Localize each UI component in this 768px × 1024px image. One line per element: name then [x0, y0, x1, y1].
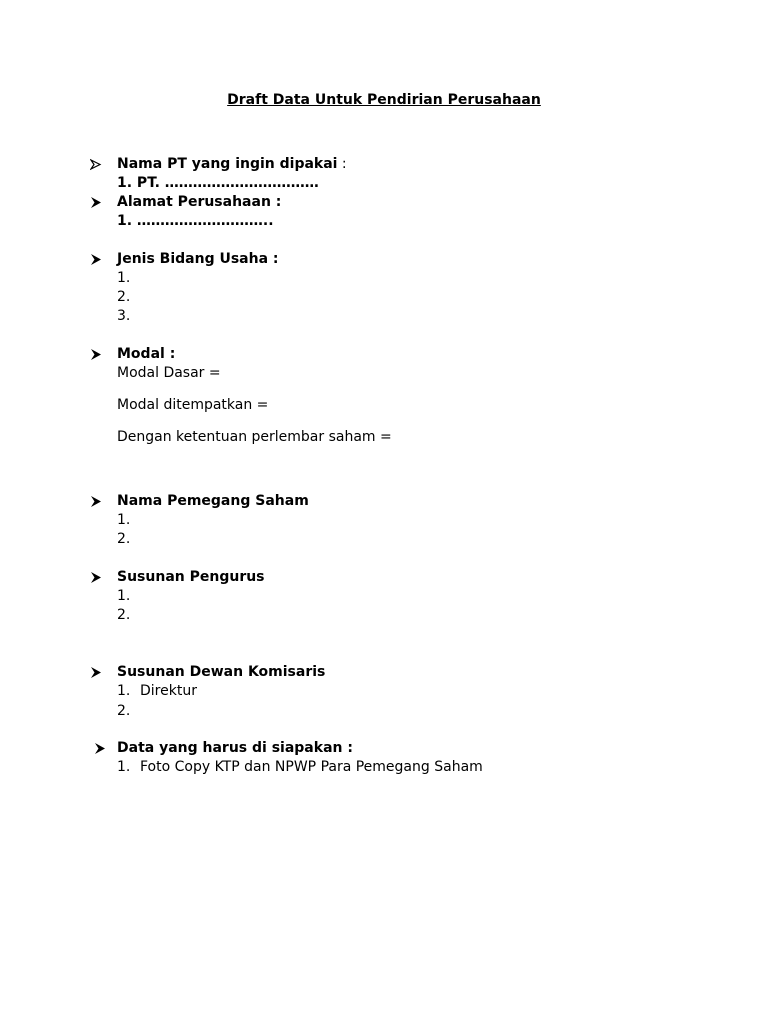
- nama-pt-line-1: 1. PT. ……………………………: [117, 175, 319, 191]
- arrowhead-bullet-icon: [90, 492, 108, 511]
- komisaris-item-1-number: 1.: [117, 683, 131, 699]
- pemegang-item-1: 1.: [117, 512, 131, 528]
- pemegang-item-2: 2.: [117, 531, 131, 547]
- pemegang-heading: Nama Pemegang Saham: [117, 493, 309, 509]
- arrowhead-bullet-icon: [90, 663, 108, 682]
- pengurus-heading: Susunan Pengurus: [117, 569, 265, 585]
- arrowhead-bullet-icon: [94, 739, 112, 758]
- komisaris-heading: Susunan Dewan Komisaris: [117, 664, 326, 680]
- alamat-line-1: 1. ………………………..: [117, 213, 274, 229]
- nama-pt-heading: Nama PT yang ingin dipakai: [117, 156, 338, 172]
- alamat-heading: Alamat Perusahaan :: [117, 194, 282, 210]
- arrowhead-bullet-icon: [90, 345, 108, 364]
- jenis-item-2: 2.: [117, 289, 131, 305]
- nama-pt-heading-suffix: :: [337, 156, 347, 172]
- arrowhead-bullet-icon: [90, 155, 108, 174]
- arrowhead-bullet-icon: [90, 193, 108, 212]
- jenis-item-3: 3.: [117, 308, 131, 324]
- komisaris-item-2: 2.: [117, 703, 131, 719]
- arrowhead-bullet-icon: [90, 250, 108, 269]
- modal-ditempatkan: Modal ditempatkan =: [117, 397, 269, 413]
- jenis-item-1: 1.: [117, 270, 131, 286]
- modal-heading: Modal :: [117, 346, 176, 362]
- data-item-1: [117, 758, 483, 777]
- data-heading: Data yang harus di siapakan :: [117, 740, 353, 756]
- komisaris-item-1-text: Direktur: [140, 683, 197, 699]
- nama-pt-heading-line: [117, 155, 347, 174]
- jenis-heading: Jenis Bidang Usaha :: [117, 251, 279, 267]
- data-item-1-text: Foto Copy KTP dan NPWP Para Pemegang Saham: [140, 759, 483, 775]
- data-item-1-number: 1.: [117, 759, 131, 775]
- arrowhead-bullet-icon: [90, 568, 108, 587]
- pengurus-item-2: 2.: [117, 607, 131, 623]
- pengurus-item-1: 1.: [117, 588, 131, 604]
- document-title: Draft Data Untuk Pendirian Perusahaan: [227, 92, 541, 108]
- modal-dasar: Modal Dasar =: [117, 365, 221, 381]
- modal-ketentuan: Dengan ketentuan perlembar saham =: [117, 429, 392, 445]
- komisaris-item-1: [117, 682, 197, 701]
